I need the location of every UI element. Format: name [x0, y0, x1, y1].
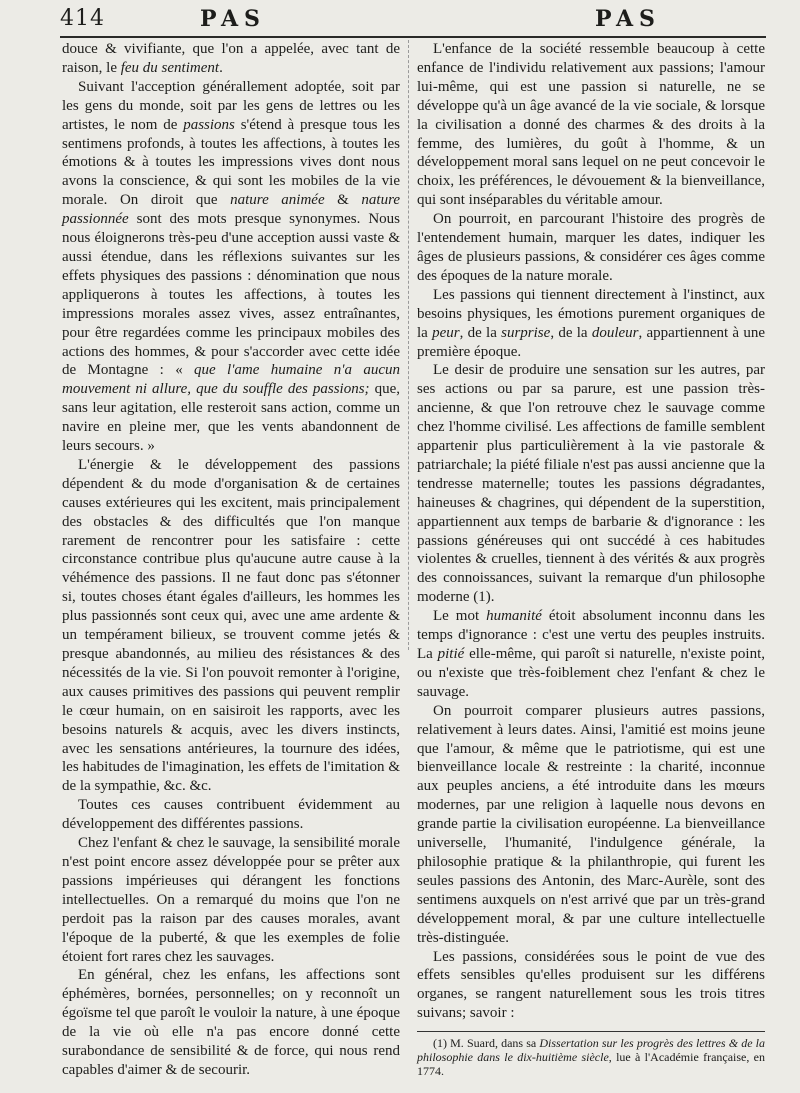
paragraph [62, 966, 400, 1079]
text-segment: On pourroit, en parcourant l'histoire des progrès de l'entendement humain, marquer les dates, indiquer les âges de plusieurs passions, & considérer ces âges comme des époques de la nature morale. [417, 211, 765, 284]
right-column [417, 40, 765, 1078]
footnote [417, 1036, 765, 1078]
paragraph [417, 40, 765, 210]
text-segment: Suivant l'acception générallement adoptée, soit par les gens du monde, soit par les gens de lettres ou les artistes, le nom de [62, 78, 400, 133]
italic-text: nature animée [230, 192, 325, 209]
text-segment: En général, chez les enfans, les affections sont éphémères, bornées, personnelles; on y reconnoît un égoïsme tel que paroît le vouloir la nature, à une époque de la vie où elle n'a pas encore donné cette surabondance de sensibilité & de force, qui nous rend capables d'aimer & de secourir. [62, 967, 400, 1078]
text-segment: étoit absolument inconnu dans les temps d'ignorance : c'est une vertu des peuples instruits. La [417, 608, 765, 662]
italic-text: surprise [501, 324, 551, 341]
text-segment: . [219, 59, 223, 76]
text-segment: L'enfance de la société ressemble beaucoup à cette enfance de l'individu relativement aux passions; l'amour lui-même, qui est une passion si naturelle, ne se développe qu'à un âge avancé de la vie sociale, & lorsque la civilisation a donné des charmes & des droits à la femme, des lumières, du goût à l'homme, & un développement moral sans lequel on ne peut concevoir le choix, les préférences, le dévouement & la bienveillance, qui sont inséparables du véritable amour. [417, 41, 765, 209]
running-head-left: PAS [200, 6, 266, 32]
running-head-right: PAS [595, 6, 661, 32]
text-segment: , de la [459, 324, 502, 341]
text-segment: (1) M. Suard, dans sa [433, 1036, 540, 1051]
italic-text: nature passionnée [62, 192, 401, 228]
text-segment: Toutes ces causes contribuent évidemment au développement des différentes passions. [62, 797, 400, 833]
paragraph [417, 286, 765, 362]
paragraph [417, 948, 765, 1024]
italic-text: pitié [437, 646, 465, 662]
text-segment: L'énergie & le développement des passions dépendent & du mode d'organisation & de certaines causes extérieures qui les excitent, mais principalement des obstacles & des difficultés que l'on manque rarement de rencontrer pour les satisfaire : cette circonstance contribue plus qu'aucune autre cause à la véhémence des passions. Il ne faut donc pas s'étonner si, toutes choses étant égales d'ailleurs, les hommes les plus passionnés sont ceux qui, avec une ame ardente & un tempérament bilieux, se trouvent comme jetés & presque abandonnés, au milieu des résistances & des nécessités de la vie. Si l'on pouvoit remonter à l'origine, aux causes primitives des passions qui peuvent remplir le cœur humain, on en saisiroit les rapports, avec les besoins naturels & acquis, avec les divers instincts, avec les sensations antérieures, la tournure des idées, les habitudes de l'imagination, les effets de l'imitation & de la sympathie, &c. &c. [62, 456, 400, 795]
text-segment: Le desir de produire une sensation sur les autres, par ses actions ou par sa parure, est une passion très-ancienne, & que l'on retrouve chez le sauvage comme chez l'homme civilisé. Les affections de famille semblent appartenir plus particulièrement à la vie pastorale & patriarchale; la piété filiale n'est pas aussi ancienne que la tendresse maternelle; toutes les passions dégradantes, haineuses & chagrines, qui dépendent de la superstition, appartiennent aux temps de barbarie & d'ignorance : les passions généreuses qui ont succédé à ces habitudes violentes & cruelles, tiennent à des vérités & aux progrès des connoissances, suivant la remarque d'un philosophe moderne (1). [417, 362, 765, 606]
text-segment: Chez l'enfant & chez le sauvage, la sensibilité morale n'est point encore assez développée pour se prêter aux passions impérieuses qui dérangent les fonctions intellectuelles. On a remarqué du moins que l'on ne perdoit pas la raison par des causes morales, avant l'époque de la puberté, & que les exemples de folie étoient fort rares chez les sauvages. [62, 835, 400, 965]
italic-text: feu du sentiment [120, 59, 220, 76]
text-segment: , lue à l'Académie française, en 1774. [417, 1050, 766, 1079]
italic-text: Dissertation sur les progrès des lettres & de la philosophie dans le dix-huitième siècle [417, 1036, 766, 1065]
text-segment: , de la [550, 324, 592, 341]
text-segment: Le mot [433, 608, 487, 625]
italic-text: douleur [591, 324, 639, 341]
paragraph [417, 702, 765, 948]
text-segment: On pourroit comparer plusieurs autres passions, relativement à leurs dates. Ainsi, l'amitié est moins jeune que l'amour, & même que le patriotisme, qui est une bienveillance locale & restreinte : la charité, inconnue aux peuples anciens, a été introduite dans les mœurs modernes, par une religion à laquelle nous devons en grande partie la civilisation européenne. La bienveillance universelle, l'humanité, l'indulgence générale, la philosophie pratique & la philanthropie, qui furent les seules passions des Antonin, des Marc-Aurèle, sont des sentimens auxquels on n'est arrivé que par un très-grand développement moral, & par une culture intellectuelle très-distinguée. [417, 702, 765, 946]
text-segment: sont des mots presque synonymes. Nous nous éloignerons très-peu d'une acception aussi vaste & aussi étendue, dans les réflexions suivantes sur les effets physiques des passions : dénomination que nous appliquerons à toutes les affections, à toutes les impressions morales assez vives, assez entraînantes, pour être regardées comme les principaux mobiles des actions des hommes, & pour s'accorder avec cette idée de Montagne : « [62, 211, 400, 379]
paragraph [62, 456, 400, 796]
text-segment: douce & vivifiante, que l'on a appelée, avec tant de raison, le [62, 41, 400, 76]
paragraph [62, 796, 400, 834]
text-segment: elle-même, qui paroît si naturelle, n'existe point, ou n'existe que très-foiblement chez l'enfant & chez le sauvage. [417, 646, 765, 700]
text-segment: & [324, 192, 362, 209]
paragraph [417, 210, 765, 286]
paragraph [62, 40, 400, 78]
italic-text: que l'ame humaine n'a aucun mouvement ni allure, que du souffle des passions; [62, 362, 400, 398]
paragraph [417, 361, 765, 607]
text-segment: , appartiennent à une première époque. [417, 324, 766, 360]
footnote-rule [417, 1031, 765, 1032]
paragraph [62, 78, 400, 456]
italic-text: humanité [486, 608, 542, 625]
text-segment: Les passions, considérées sous le point de vue des effets sensibles qu'elles produisent sur les différens organes, se rangent naturellement sous les trois titres suivans; savoir : [417, 948, 765, 1022]
italic-text: peur [432, 324, 460, 341]
paragraph [417, 607, 765, 702]
page-number: 414 [60, 6, 105, 31]
left-column [62, 40, 400, 1080]
right-column-body [417, 40, 765, 1023]
text-segment: s'étend à presque tous les sentimens profonds, à toutes les affections, à toutes les émotions & à toutes les impressions vives dont nous avons la conscience, & qui sont les mobiles de la vie morale. On diroit que [62, 116, 400, 209]
text-segment: Les passions qui tiennent directement à l'instinct, aux besoins physiques, les émotions purement organiques de la [417, 286, 765, 341]
page-header [60, 6, 766, 36]
text-segment: que, sans leur agitation, elle resteroit sans action, comme un navire en pleine mer, que les vents abandonnent de leurs secours. » [62, 381, 400, 455]
header-rule [60, 36, 766, 38]
column-divider [408, 40, 409, 650]
paragraph [62, 834, 400, 966]
italic-text: passions [183, 116, 235, 133]
